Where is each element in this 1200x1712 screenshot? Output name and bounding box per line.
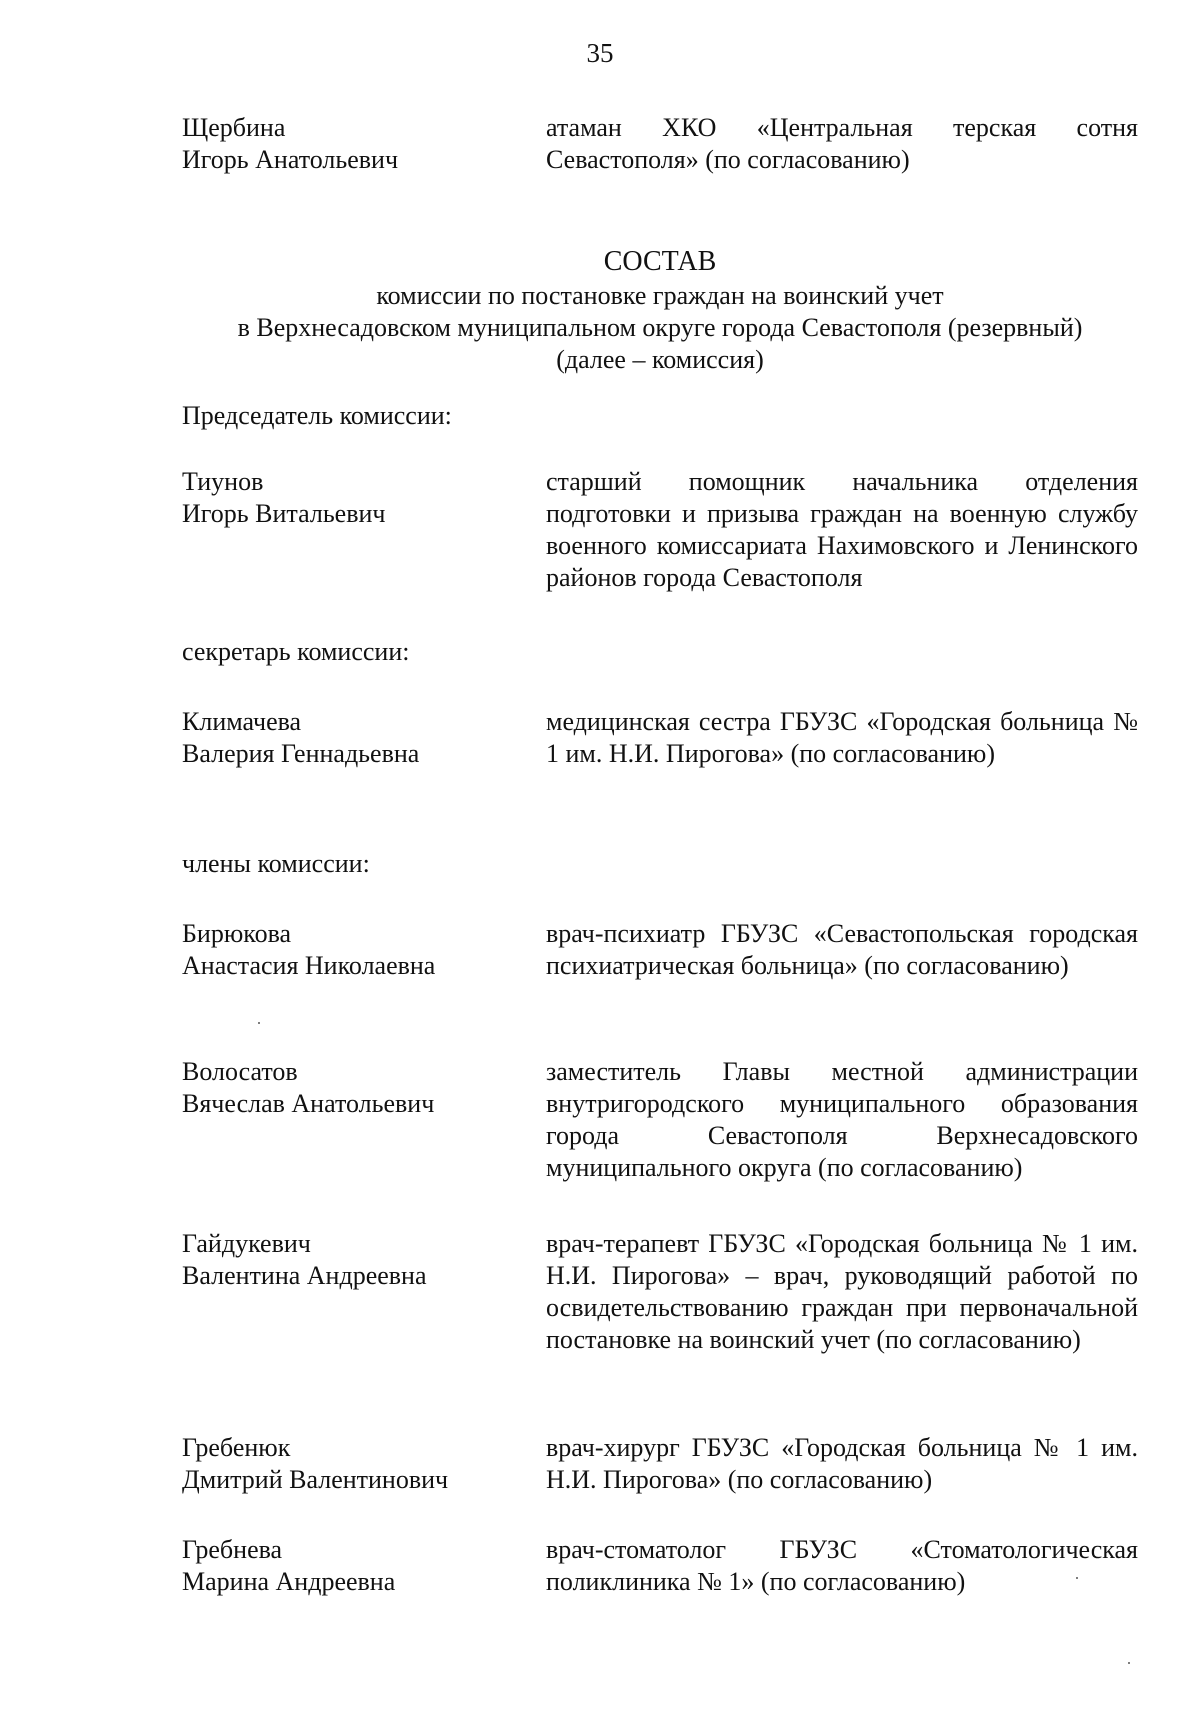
- heading-line-3: (далее – комиссия): [556, 345, 764, 374]
- given-names: Дмитрий Валентинович: [182, 1465, 449, 1494]
- person-name: [182, 466, 522, 530]
- person-role: врач-терапевт ГБУЗС «Городская больница № 1 им. Н.И. Пирогова» – врач, руководящий работой по освидетельствованию граждан при первоначальной постановке на воинский учет (по согласованию): [546, 1229, 1138, 1354]
- surname: Гайдукевич: [182, 1229, 311, 1258]
- surname: Волосатов: [182, 1057, 298, 1086]
- person-name: [182, 918, 522, 982]
- person-name: [182, 1056, 522, 1120]
- person-role: заместитель Главы местной администрации внутригородского муниципального образования города Севастополя Верхнесадовского муниципального округа (по согласованию): [546, 1057, 1138, 1182]
- surname: Гребнева: [182, 1535, 283, 1564]
- surname: Бирюкова: [182, 919, 292, 948]
- surname: Тиунов: [182, 467, 264, 496]
- person-name: [182, 1228, 522, 1292]
- given-names: Валерия Геннадьевна: [182, 739, 420, 768]
- person-role: врач-психиатр ГБУЗС «Севастопольская городская психиатрическая больница» (по согласованию): [546, 919, 1138, 980]
- person-name: [182, 112, 522, 176]
- person-name: [182, 1534, 522, 1598]
- person-role: врач-стоматолог ГБУЗС «Стоматологическая поликлиника № 1» (по согласованию): [546, 1535, 1138, 1596]
- given-names: Вячеслав Анатольевич: [182, 1089, 435, 1118]
- given-names: Игорь Витальевич: [182, 499, 386, 528]
- heading-line-2: в Верхнесадовском муниципальном округе города Севастополя (резервный): [237, 313, 1083, 342]
- person-role: врач-хирург ГБУЗС «Городская больница № 1 им. Н.И. Пирогова» (по согласованию): [546, 1433, 1138, 1494]
- scan-speck: [258, 1022, 260, 1024]
- surname: Климачева: [182, 707, 302, 736]
- person-role: атаман ХКО «Центральная терская сотня Севастополя» (по согласованию): [546, 113, 1138, 174]
- chair-label: Председатель комиссии:: [182, 401, 452, 430]
- given-names: Валентина Андреевна: [182, 1261, 427, 1290]
- page-number: 35: [586, 38, 614, 68]
- secretary-label: секретарь комиссии:: [182, 637, 410, 666]
- given-names: Анастасия Николаевна: [182, 951, 436, 980]
- person-name: [182, 1432, 522, 1496]
- given-names: Марина Андреевна: [182, 1567, 396, 1596]
- person-role: медицинская сестра ГБУЗС «Городская больница № 1 им. Н.И. Пирогова» (по согласованию): [546, 707, 1138, 768]
- scan-speck: [1076, 1577, 1078, 1579]
- given-names: Игорь Анатольевич: [182, 145, 399, 174]
- scan-speck: [1128, 1662, 1130, 1664]
- commission-heading: [180, 244, 1140, 376]
- surname: Щербина: [182, 113, 286, 142]
- surname: Гребенюк: [182, 1433, 291, 1462]
- person-role: старший помощник начальника отделения подготовки и призыва граждан на военную службу военного комиссариата Нахимовского и Ленинского районов города Севастополя: [546, 467, 1138, 592]
- heading-line-1: комиссии по постановке граждан на воинский учет: [376, 281, 944, 310]
- person-name: [182, 706, 522, 770]
- heading-title: СОСТАВ: [603, 246, 717, 277]
- members-label: члены комиссии:: [182, 849, 370, 878]
